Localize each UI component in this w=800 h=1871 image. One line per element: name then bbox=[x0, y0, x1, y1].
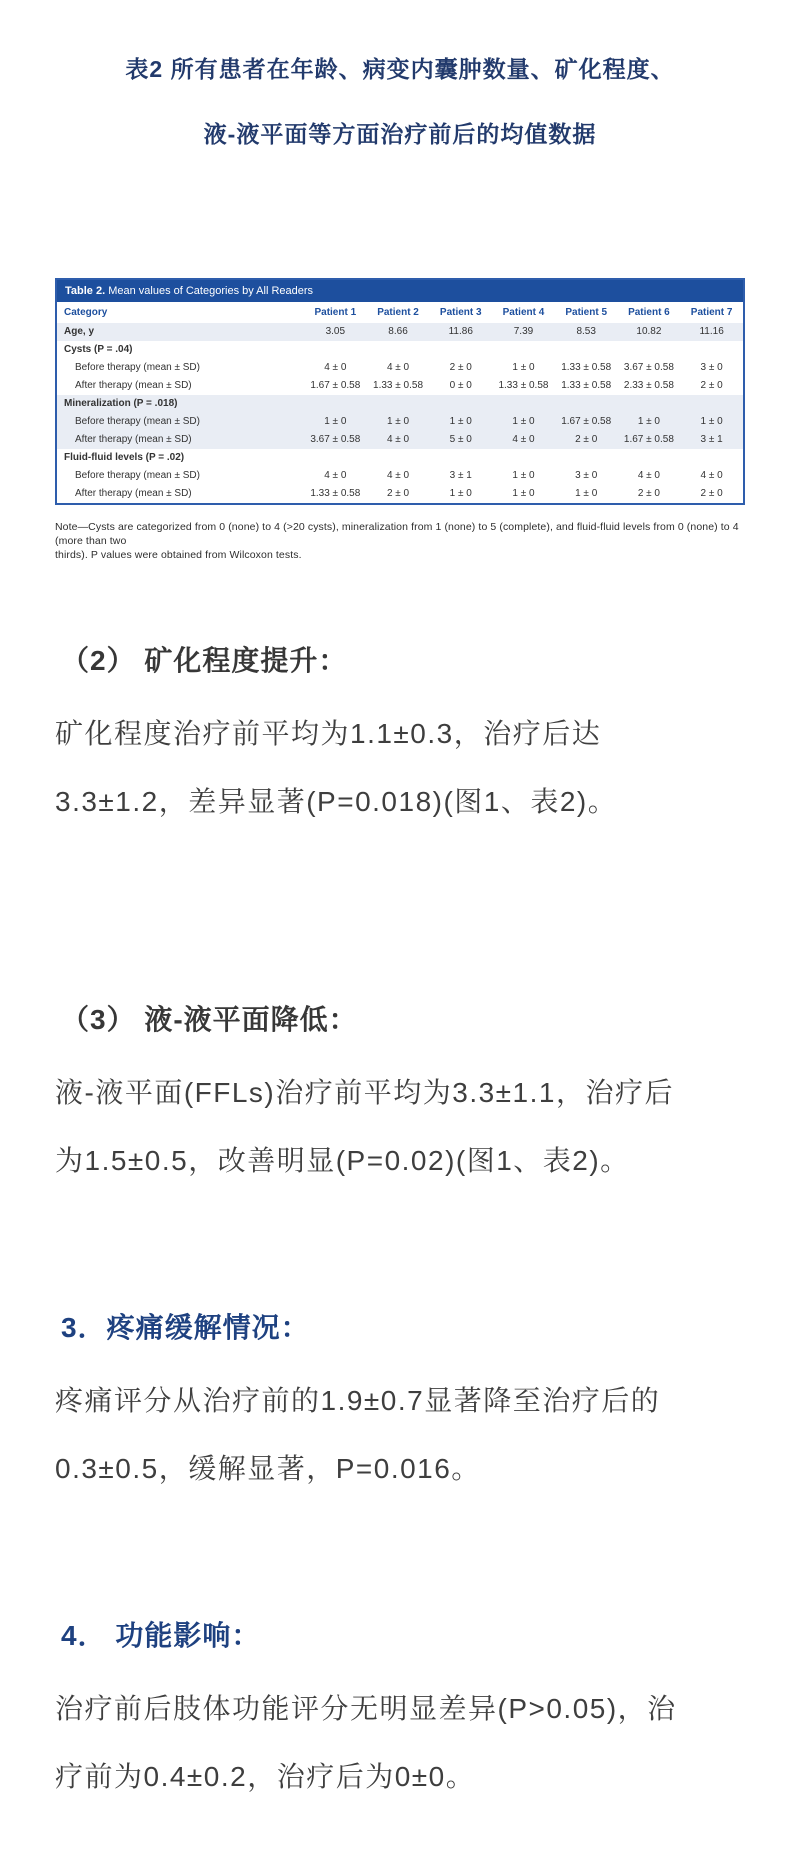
section-pain-relief-heading: 3．疼痛缓解情况： bbox=[61, 1312, 310, 1343]
table-footnote-line2: thirds). P values were obtained from Wilcoxon tests. bbox=[55, 549, 302, 561]
table-row bbox=[57, 377, 743, 395]
table-cell: 3.67 ± 0.58 bbox=[623, 362, 674, 373]
row-label: After therapy (mean ± SD) bbox=[75, 488, 192, 499]
table-cell: 5 ± 0 bbox=[429, 431, 492, 449]
table-cell: 8.66 bbox=[367, 323, 430, 341]
column-header: Patient 4 bbox=[502, 307, 545, 318]
table-row bbox=[57, 341, 743, 359]
body-line: 疗前为0.4±0.2，治疗后为0±0。 bbox=[55, 1761, 476, 1792]
table-cell: 1.33 ± 0.58 bbox=[498, 380, 549, 391]
table-cell: 4 ± 0 bbox=[324, 362, 347, 373]
table-cell: 1 ± 0 bbox=[575, 488, 598, 499]
table-cell: 7.39 bbox=[492, 323, 555, 341]
table-cell: 4 ± 0 bbox=[637, 470, 660, 481]
document-title-line2: 液-液平面等方面治疗前后的均值数据 bbox=[203, 121, 597, 147]
table-cell: 3 ± 1 bbox=[449, 470, 472, 481]
table-cell: 1.33 ± 0.58 bbox=[561, 362, 612, 373]
table-cell: 1 ± 0 bbox=[512, 488, 535, 499]
column-header: Patient 5 bbox=[565, 307, 608, 318]
table-cell: 11.86 bbox=[429, 323, 492, 341]
section-fluid-levels-heading: （3） 液-液平面降低： bbox=[61, 1004, 358, 1035]
table-footnote bbox=[55, 520, 745, 562]
table-cell: 1 ± 0 bbox=[304, 413, 367, 431]
table-cell: 1.67 ± 0.58 bbox=[618, 431, 681, 449]
section-function-impact-heading: 4． 功能影响： bbox=[61, 1620, 261, 1651]
row-label: Age, y bbox=[57, 323, 304, 341]
column-header: Patient 3 bbox=[439, 307, 482, 318]
table-cell: 1 ± 0 bbox=[618, 413, 681, 431]
patients-data-table bbox=[57, 302, 743, 503]
column-header: Patient 6 bbox=[628, 307, 670, 318]
table-cell: 4 ± 0 bbox=[386, 470, 410, 481]
section-mineralization bbox=[55, 640, 745, 836]
table-cell: 1 ± 0 bbox=[512, 362, 535, 373]
table-cell: 8.53 bbox=[555, 323, 618, 341]
table-cell: 1.33 ± 0.58 bbox=[310, 488, 361, 499]
row-label: After therapy (mean ± SD) bbox=[57, 431, 304, 449]
table-cell: 1.33 ± 0.58 bbox=[373, 380, 424, 391]
table-cell: 2 ± 0 bbox=[386, 488, 410, 499]
table-row bbox=[57, 431, 743, 449]
table-cell: 4 ± 0 bbox=[367, 431, 430, 449]
column-header: Patient 7 bbox=[690, 307, 733, 318]
table-cell: 3 ± 0 bbox=[575, 470, 598, 481]
table-cell: 3.67 ± 0.58 bbox=[304, 431, 367, 449]
table-row bbox=[57, 323, 743, 341]
section-mineralization-heading: （2） 矿化程度提升： bbox=[61, 645, 348, 676]
table-cell: 0 ± 0 bbox=[449, 380, 472, 391]
journal-table bbox=[55, 278, 745, 505]
table-cell: 1 ± 0 bbox=[367, 413, 430, 431]
document-title-line1: 表2 所有患者在年龄、病变内囊肿数量、矿化程度、 bbox=[125, 56, 675, 82]
document-title bbox=[55, 55, 745, 148]
section-function-impact-body bbox=[55, 1675, 745, 1811]
section-mineralization-body bbox=[55, 700, 745, 836]
column-header: Patient 1 bbox=[314, 307, 357, 318]
table-footnote-line1: Note—Cysts are categorized from 0 (none) to 4 (>20 cysts), mineralization from 1 (none) to 5 (complete), and fluid-fluid levels from 0 (none) to 4 (more than two bbox=[55, 521, 739, 547]
row-label: Before therapy (mean ± SD) bbox=[75, 470, 200, 481]
row-label: Before therapy (mean ± SD) bbox=[57, 413, 304, 431]
body-line: 0.3±0.5，缓解显著，P=0.016。 bbox=[55, 1453, 481, 1484]
table-cell: 1 ± 0 bbox=[429, 413, 492, 431]
table-row bbox=[57, 359, 743, 377]
table-cell: 3 ± 0 bbox=[700, 362, 723, 373]
column-header: Patient 2 bbox=[377, 307, 419, 318]
table-row bbox=[57, 485, 743, 503]
table-cell: 2 ± 0 bbox=[700, 380, 723, 391]
table-cell: 2 ± 0 bbox=[555, 431, 618, 449]
table-header-row bbox=[57, 302, 743, 323]
table-cell: 1 ± 0 bbox=[512, 470, 535, 481]
table-cell: 1.67 ± 0.58 bbox=[555, 413, 618, 431]
row-label: Cysts (P = .04) bbox=[64, 344, 133, 355]
body-line: 治疗前后肢体功能评分无明显差异(P>0.05)，治 bbox=[55, 1693, 677, 1724]
body-line: 液-液平面(FFLs)治疗前平均为3.3±1.1，治疗后 bbox=[55, 1077, 674, 1108]
table-caption bbox=[57, 280, 743, 302]
column-header-row bbox=[57, 302, 743, 323]
section-fluid-levels-body bbox=[55, 1059, 745, 1195]
table-cell: 1.67 ± 0.58 bbox=[310, 380, 361, 391]
column-header: Category bbox=[64, 307, 108, 318]
table-cell: 4 ± 0 bbox=[324, 470, 347, 481]
table-row bbox=[57, 395, 743, 413]
row-label: Before therapy (mean ± SD) bbox=[75, 362, 200, 373]
body-line: 为1.5±0.5，改善明显(P=0.02)(图1、表2)。 bbox=[55, 1145, 630, 1176]
table-row bbox=[57, 467, 743, 485]
table-caption-number: Table 2. bbox=[65, 285, 106, 297]
table-cell: 2 ± 0 bbox=[637, 488, 660, 499]
table-cell: 1 ± 0 bbox=[449, 488, 472, 499]
body-line: 矿化程度治疗前平均为1.1±0.3，治疗后达 bbox=[55, 718, 602, 749]
section-pain-relief bbox=[55, 1307, 745, 1503]
table-cell: 1 ± 0 bbox=[492, 413, 555, 431]
table-cell: 2 ± 0 bbox=[449, 362, 472, 373]
table-cell: 11.16 bbox=[680, 323, 743, 341]
table-cell: 3 ± 1 bbox=[680, 431, 743, 449]
table-cell: 3.05 bbox=[304, 323, 367, 341]
row-label: Fluid-fluid levels (P = .02) bbox=[64, 452, 185, 463]
table-cell: 1.33 ± 0.58 bbox=[561, 380, 612, 391]
table-caption-text: Mean values of Categories by All Readers bbox=[105, 285, 314, 297]
table-body bbox=[57, 323, 743, 503]
table-cell: 4 ± 0 bbox=[492, 431, 555, 449]
row-label: After therapy (mean ± SD) bbox=[75, 380, 192, 391]
table-cell: 4 ± 0 bbox=[386, 362, 410, 373]
section-function-impact bbox=[55, 1615, 745, 1811]
body-line: 疼痛评分从治疗前的1.9±0.7显著降至治疗后的 bbox=[55, 1385, 661, 1416]
row-label: Mineralization (P = .018) bbox=[57, 395, 743, 413]
table-cell: 2 ± 0 bbox=[700, 488, 723, 499]
table-cell: 4 ± 0 bbox=[700, 470, 723, 481]
table-row bbox=[57, 413, 743, 431]
table-cell: 2.33 ± 0.58 bbox=[623, 380, 674, 391]
body-line: 3.3±1.2，差异显著(P=0.018)(图1、表2)。 bbox=[55, 786, 618, 817]
section-fluid-levels bbox=[55, 999, 745, 1195]
table-cell: 10.82 bbox=[618, 323, 681, 341]
table-row bbox=[57, 449, 743, 467]
table-cell: 1 ± 0 bbox=[680, 413, 743, 431]
section-pain-relief-body bbox=[55, 1367, 745, 1503]
